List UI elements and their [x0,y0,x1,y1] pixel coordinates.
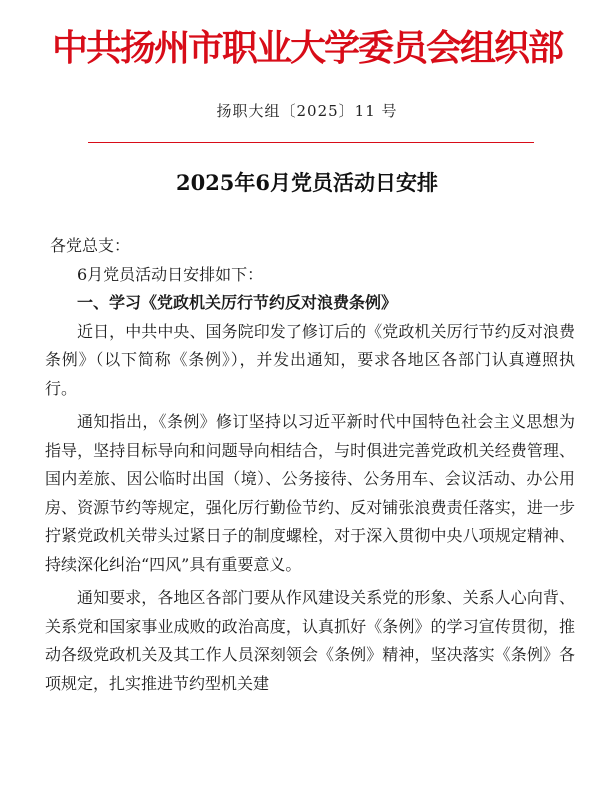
document-title: 2025年6月党员活动日安排 [175,170,439,195]
paragraph: 近日，中共中央、国务院印发了修订后的《党政机关厉行节约反对浪费条例》（以下简称《条例》），并发出通知，要求各地区各部门认真遵照执行。 [45,321,575,398]
issuing-organization-header: 中共扬州市职业大学委员会组织部 [51,27,562,69]
section-heading: 一、学习《党政机关厉行节约反对浪费条例》 [77,293,398,312]
salutation: 各党总支： [50,236,131,255]
document-body [45,232,575,698]
paragraph: 通知要求，各地区各部门要从作风建设关系党的形象、关系人心向背、关系党和国家事业成败的政治高度，认真抓好《条例》的学习宣传贯彻，推动各级党政机关及其工作人员深刻领会《条例》精神，坚决落实《条例》各项规定，扎实推进节约型机关建 [45,588,575,693]
intro-line: 6月党员活动日安排如下： [77,264,264,284]
red-divider-line [88,142,534,143]
paragraph: 通知指出，《条例》修订坚持以习近平新时代中国特色社会主义思想为指导，坚持目标导向和问题导向相结合，与时俱进完善党政机关经费管理、国内差旅、因公临时出国（境）、公务接待、公务用车、会议活动、办公用房、资源节约等规定，强化厉行勤俭节约、反对铺张浪费责任落实，进一步拧紧党政机关带头过紧日子的制度螺栓，对于深入贯彻中央八项规定精神、持续深化纠治“四风”具有重要意义。 [45,412,575,574]
document-number: 扬职大组〔2025〕11 号 [216,102,398,120]
